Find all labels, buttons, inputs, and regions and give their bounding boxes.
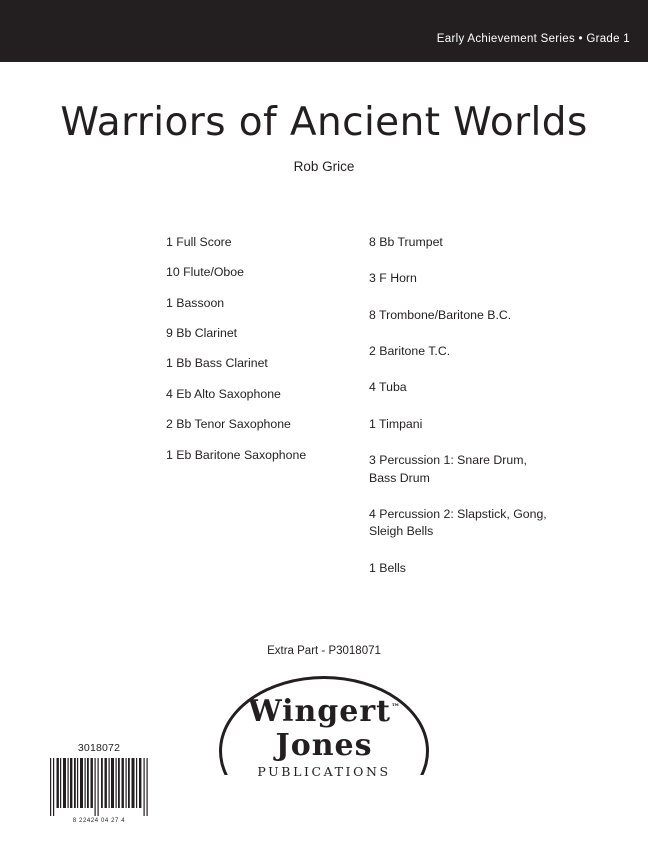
instrument-detail: Sleigh Bells [369,524,434,539]
instrument-name: Bb Tenor Saxophone [176,417,291,432]
trademark-symbol: ™ [391,703,401,713]
instrument-name: Bb Clarinet [176,326,238,341]
instrument-qty: 8 [369,235,380,249]
instrument-qty: 9 [166,326,177,341]
instrument-detail: Bass Drum [369,470,430,485]
instrument-name: F Horn [379,271,417,286]
list-item [369,561,609,576]
list-item [166,296,356,311]
instrument-qty: 4 [166,386,177,401]
instrument-name: Full Score [176,235,232,249]
list-item [369,417,609,432]
list-item [369,507,609,540]
list-item [369,453,609,486]
instrument-name: Eb Alto Saxophone [176,386,281,401]
instrument-name: Timpani [379,416,423,431]
top-banner [0,0,648,62]
barcode-block [47,742,151,824]
instrument-qty: 4 [369,506,380,521]
instrument-qty: 1 [166,356,177,371]
instrument-name: Bells [379,560,406,575]
page-title: Warriors of Ancient Worlds [60,100,588,145]
list-item [166,387,356,402]
list-item [166,235,356,250]
instrument-qty: 3 [369,453,380,468]
instrumentation-left-column [166,235,356,478]
publisher-name-line2: Jones [275,728,373,763]
instrument-qty: 2 [369,344,380,359]
instrument-qty: 10 [166,265,184,280]
instrument-qty: 2 [166,417,177,432]
instrument-name: Percussion 2: Slapstick, Gong, [379,506,547,521]
list-item [369,235,609,250]
instrument-name: Eb Baritone Saxophone [176,447,307,462]
list-item [369,308,609,323]
publisher-name-line1 [204,694,444,729]
barcode-image [47,758,151,816]
instrumentation-right-column [369,235,609,597]
list-item [369,380,609,395]
instrument-name: Flute/Oboe [183,265,244,280]
publisher-subtitle: PUBLICATIONS [257,764,391,779]
list-item [369,344,609,359]
instrument-name: Bassoon [176,295,225,310]
list-item [166,417,356,432]
instrument-qty: 1 [166,447,177,462]
instrument-name: Bb Bass Clarinet [176,356,268,371]
instrument-name: Bb Trumpet [379,235,443,249]
instrument-name: Tuba [379,380,407,395]
list-item [369,271,609,286]
extra-part-label: Extra Part - P3018071 [267,645,381,657]
barcode-digits: 8 22424 04 27 4 [72,818,126,824]
instrument-name: Percussion 1: Snare Drum, [379,453,527,468]
list-item [166,265,356,280]
instrument-qty: 3 [369,271,380,286]
list-item [166,356,356,371]
instrument-qty: 1 [166,235,177,249]
series-grade-label: Early Achievement Series • Grade 1 [436,33,630,45]
list-item [166,448,356,463]
product-number: 3018072 [77,742,121,754]
instrument-qty: 4 [369,380,380,395]
instrument-qty: 1 [369,560,380,575]
instrument-qty: 8 [369,307,380,322]
instrument-qty: 1 [369,416,380,431]
instrument-qty: 1 [166,295,177,310]
instrument-name: Trombone/Baritone B.C. [379,307,512,322]
list-item [166,326,356,341]
composer-name: Rob Grice [293,159,355,174]
publisher-wingert-text: Wingert [247,694,392,729]
instrument-name: Baritone T.C. [379,344,451,359]
